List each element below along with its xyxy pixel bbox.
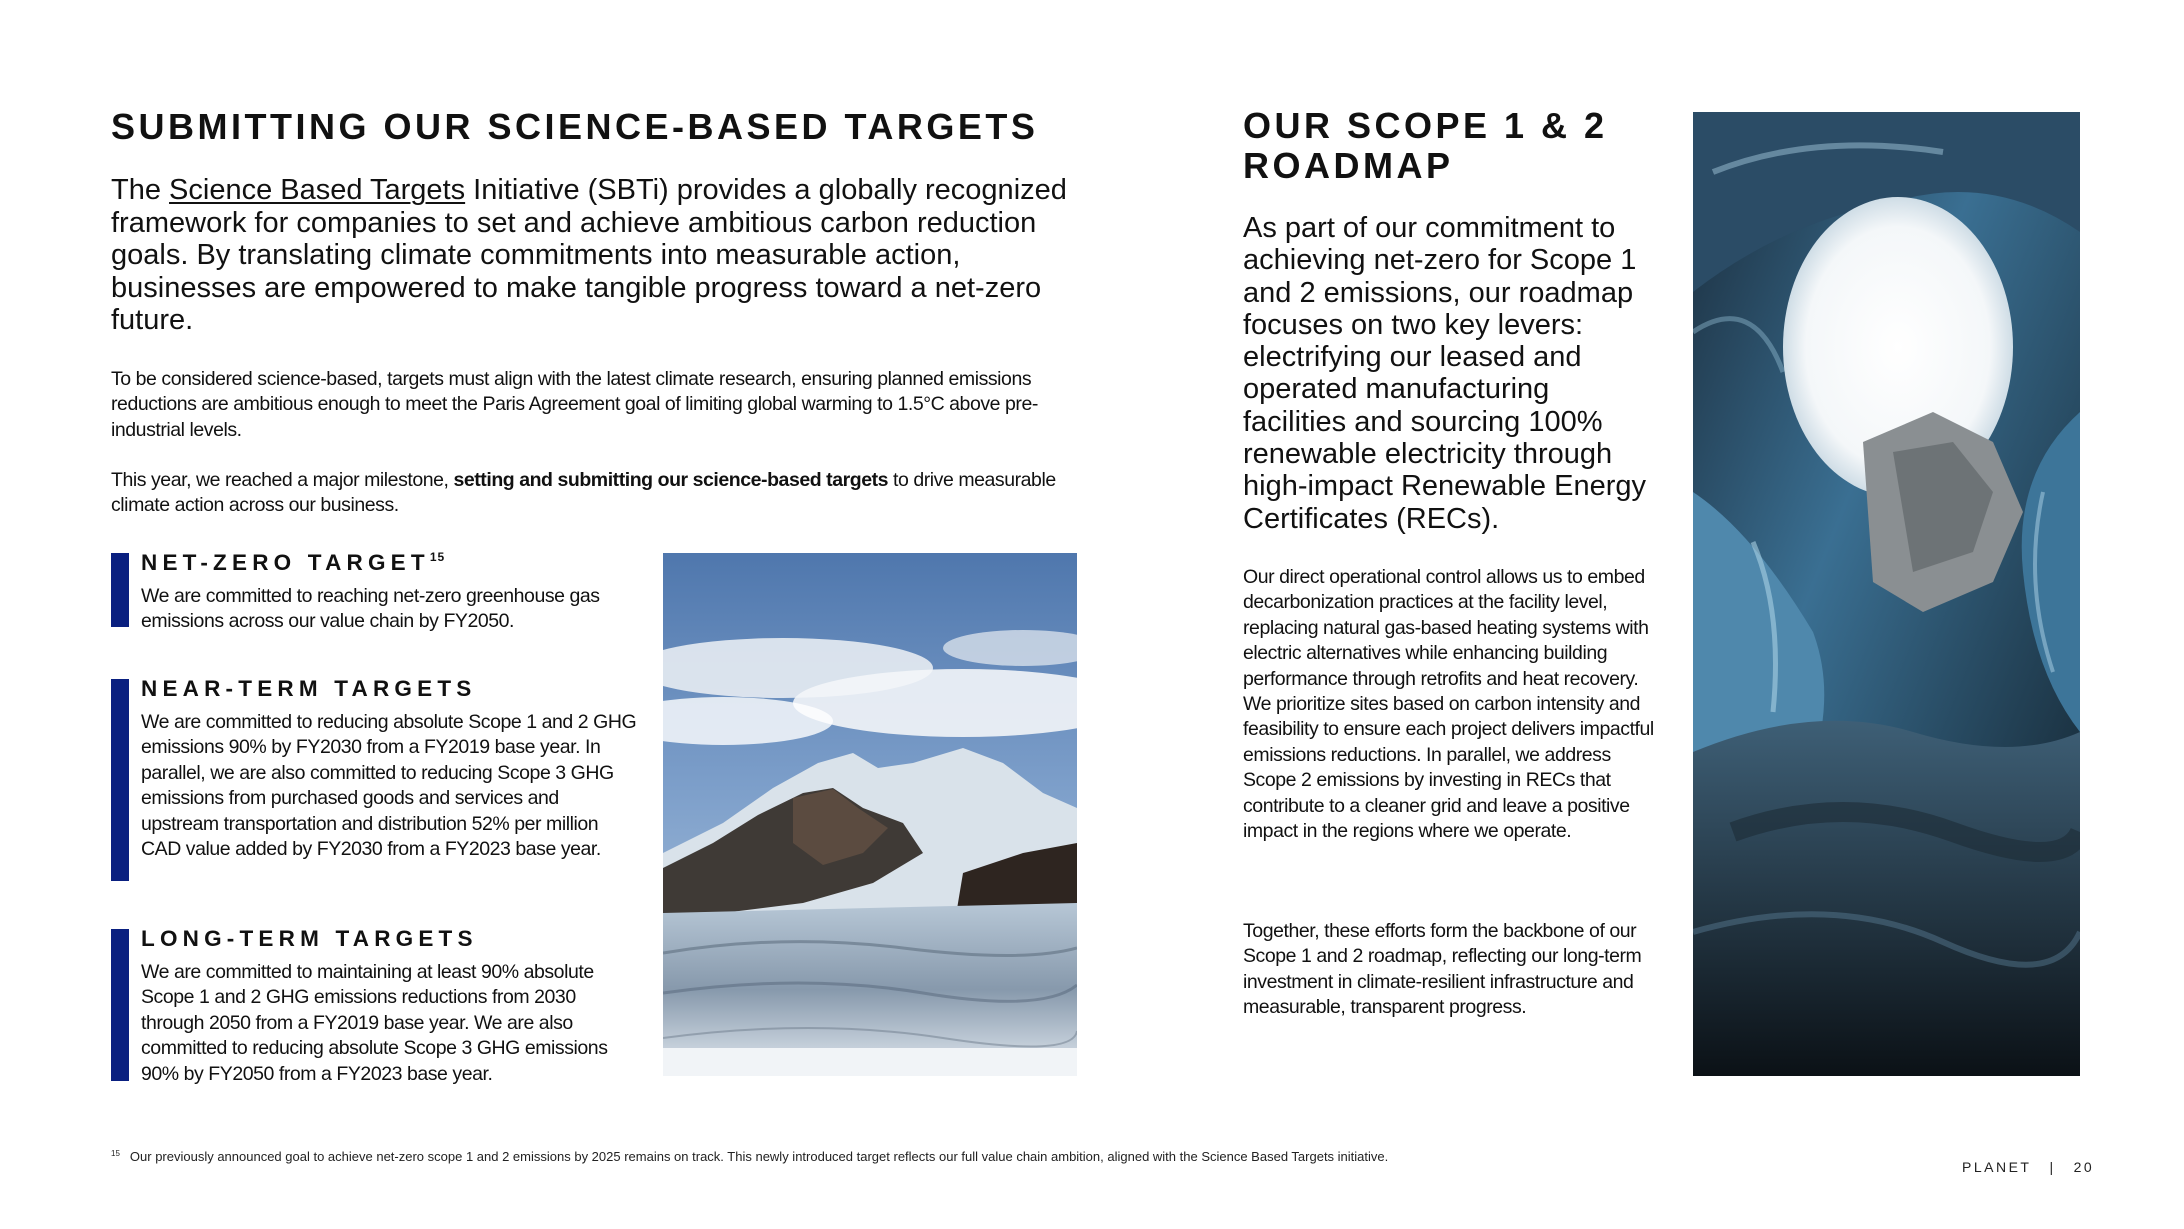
net-zero-accent-bar bbox=[111, 553, 129, 627]
near-term-accent-bar bbox=[111, 679, 129, 881]
net-zero-target-title: NET-ZERO TARGET bbox=[141, 550, 430, 575]
intro-prefix: The bbox=[111, 174, 170, 206]
long-term-targets-title: LONG-TERM TARGETS bbox=[141, 926, 478, 951]
page-title: SUBMITTING OUR SCIENCE-BASED TARGETS bbox=[111, 106, 1039, 147]
near-term-targets-body: We are committed to reducing absolute Scope 1 and 2 GHG emissions 90% by FY2030 from a FY2019 base year. In parallel, we are also committed to reducing Scope 3 GHG emissions from purchased goods and services and upstream transportation and distribution 52% per million CAD value added by FY2030 from a FY2023 base year. bbox=[141, 711, 637, 861]
milestone-paragraph bbox=[111, 468, 1071, 519]
near-term-targets-title: NEAR-TERM TARGETS bbox=[141, 676, 477, 701]
roadmap-summary-paragraph: Together, these efforts form the backbone of our Scope 1 and 2 roadmap, reflecting our long-term investment in climate-resilient infrastructure and measurable, transparent progress. bbox=[1243, 920, 1642, 1019]
footnote bbox=[111, 1149, 1388, 1164]
intro-rest: Initiative (SBTi) provides a globally recognized framework for companies to set and achieve ambitious carbon reduction goals. By translating climate commitments into measurable action, businesses are empowered to make tangible progress toward a net-zero future. bbox=[111, 174, 1067, 336]
ice-cave-photo bbox=[1693, 112, 2080, 1076]
footnote-number: 15 bbox=[111, 1149, 120, 1158]
roadmap-intro-paragraph: As part of our commitment to achieving net-zero for Scope 1 and 2 emissions, our roadmap focuses on two key levers: electrifying our leased and operated manufacturing facilities and sourcing 100% renewable electricity through high-impact Renewable Energy Certificates (RECs). bbox=[1243, 212, 1646, 535]
milestone-prefix: This year, we reached a major milestone, bbox=[111, 469, 454, 491]
long-term-accent-bar bbox=[111, 929, 129, 1081]
page-number: 20 bbox=[2073, 1159, 2095, 1175]
brand-name: PLANET bbox=[1962, 1159, 2032, 1175]
footnote-text: Our previously announced goal to achieve net-zero scope 1 and 2 emissions by 2025 remains on track. This newly introduced target reflects our full value chain ambition, aligned with the Science Based Targets initiative. bbox=[129, 1149, 1389, 1164]
sbti-link[interactable]: Science Based Targets bbox=[169, 174, 466, 206]
operational-control-paragraph: Our direct operational control allows us to embed decarbonization practices at the facility level, replacing natural gas-based heating systems with electric alternatives while enhancing building performance through retrofits and heat recovery. We prioritize sites based on carbon intensity and feasibility to ensure each project delivers impactful emissions reductions. In parallel, we address Scope 2 emissions by investing in RECs that contribute to a cleaner grid and leave a positive impact in the regions where we operate. bbox=[1243, 566, 1654, 843]
net-zero-target-heading bbox=[141, 550, 445, 576]
science-based-definition-paragraph: To be considered science-based, targets must align with the latest climate research, ensuring planned emissions reductions are ambitious enough to meet the Paris Agreement goal of limiting global warming to 1.5°C above pre-industrial levels. bbox=[111, 368, 1038, 441]
page-footer bbox=[1962, 1159, 2094, 1175]
footer-separator: | bbox=[2049, 1159, 2056, 1175]
glacier-mountain-photo bbox=[663, 553, 1077, 1076]
sbti-intro-paragraph bbox=[111, 174, 1111, 337]
long-term-targets-body: We are committed to maintaining at least 90% absolute Scope 1 and 2 GHG emissions reductions from 2030 through 2050 from a FY2019 base year. We are also committed to reducing absolute Scope 3 GHG emissions 90% by FY2050 from a FY2023 base year. bbox=[141, 961, 608, 1085]
net-zero-target-body: We are committed to reaching net-zero greenhouse gas emissions across our value chain by FY2050. bbox=[141, 585, 600, 633]
roadmap-title: OUR SCOPE 1 & 2 ROADMAP bbox=[1243, 105, 1608, 186]
milestone-suffix: to drive measurable climate action across our business. bbox=[111, 469, 1056, 517]
footnote-ref-15: 15 bbox=[429, 550, 446, 564]
milestone-bold: setting and submitting our science-based targets bbox=[453, 469, 889, 491]
